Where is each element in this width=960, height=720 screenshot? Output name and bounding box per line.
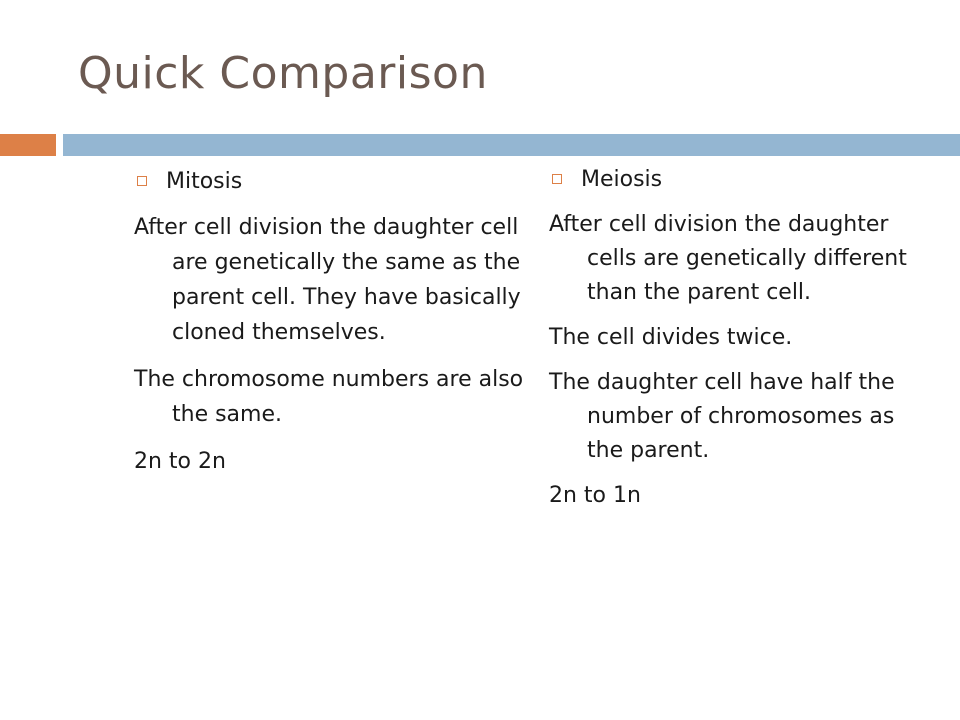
meiosis-paragraph: 2n to 1n bbox=[549, 483, 641, 508]
meiosis-paragraph: After cell division the daughter cells are genetically different than the parent cell. bbox=[549, 212, 907, 305]
square-bullet-icon bbox=[552, 174, 562, 184]
mitosis-paragraph: After cell division the daughter cell are genetically the same as the parent cell. They have basically cloned themselves. bbox=[134, 215, 521, 345]
accent-bar-orange bbox=[0, 134, 56, 156]
mitosis-heading-row bbox=[134, 162, 524, 202]
meiosis-paragraph: The cell divides twice. bbox=[549, 325, 793, 350]
square-bullet-icon bbox=[137, 176, 147, 186]
meiosis-heading: Meiosis bbox=[581, 167, 663, 192]
meiosis-column bbox=[549, 160, 929, 513]
slide-title: Quick Comparison bbox=[78, 48, 488, 99]
mitosis-heading: Mitosis bbox=[166, 169, 243, 194]
mitosis-column bbox=[134, 162, 524, 479]
mitosis-paragraph: 2n to 2n bbox=[134, 449, 226, 474]
mitosis-paragraph: The chromosome numbers are also the same. bbox=[134, 367, 524, 427]
meiosis-paragraph: The daughter cell have half the number of chromosomes as the parent. bbox=[549, 370, 895, 463]
accent-bar-blue bbox=[63, 134, 960, 156]
meiosis-heading-row bbox=[549, 160, 929, 200]
